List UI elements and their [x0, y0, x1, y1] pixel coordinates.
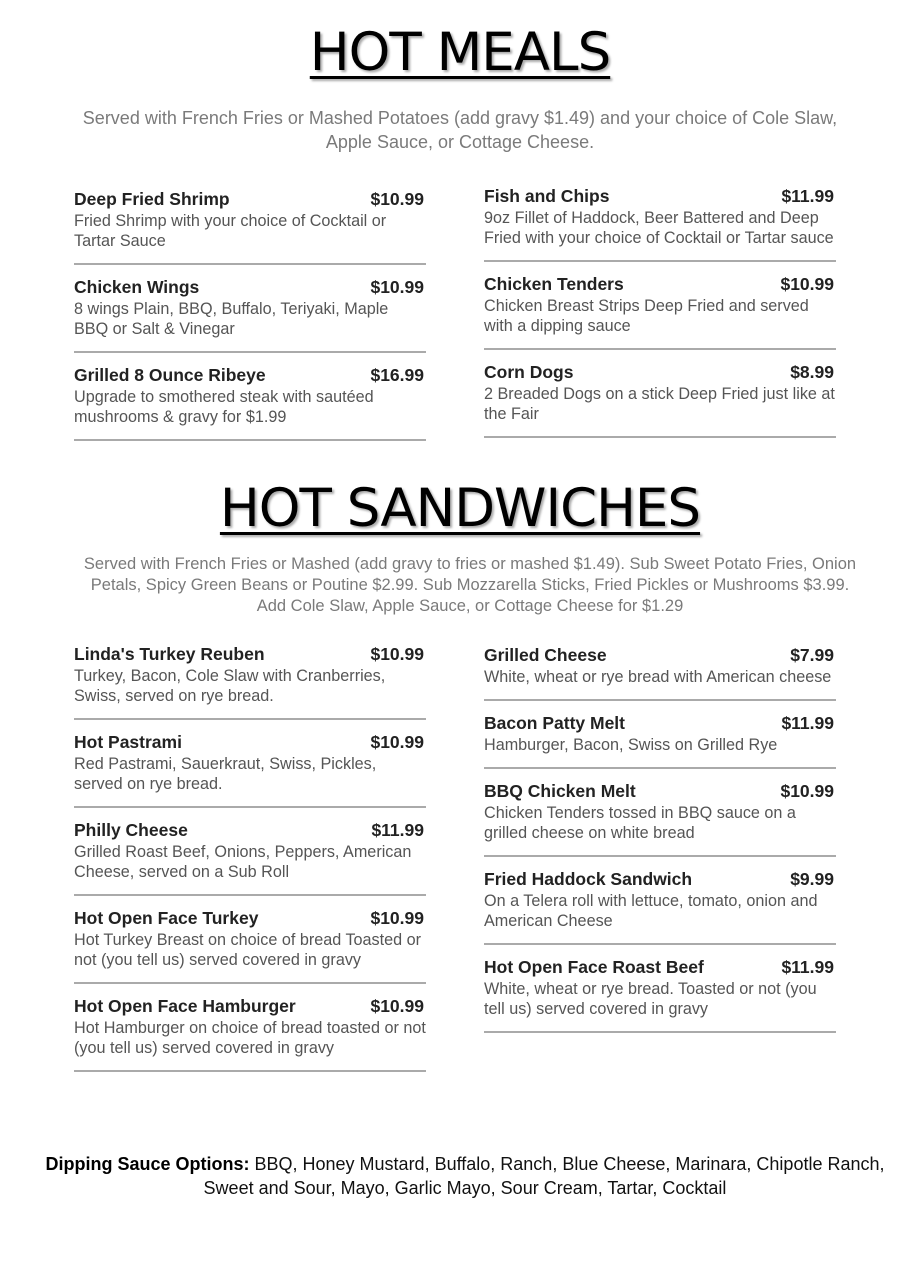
- menu-item: [74, 820, 426, 896]
- menu-item: [484, 869, 836, 945]
- menu-item-price: $11.99: [781, 713, 834, 733]
- hot-meals-title: HOT MEALS: [309, 22, 611, 83]
- menu-item-name: Fish and Chips: [484, 186, 610, 206]
- menu-item-name: Hot Open Face Hamburger: [74, 996, 296, 1016]
- dipping-sauce-label: Dipping Sauce Options:: [45, 1154, 250, 1174]
- menu-item-price: $10.99: [370, 732, 424, 752]
- hot-sandwiches-left-column: [74, 644, 426, 1084]
- menu-item-price: $16.99: [370, 365, 424, 385]
- menu-item: [484, 957, 836, 1033]
- menu-item-description: Hot Turkey Breast on choice of bread Toasted or not (you tell us) served covered in gravy: [74, 931, 422, 969]
- menu-item-description: White, wheat or rye bread with American cheese: [484, 668, 832, 686]
- menu-item-price: $11.99: [371, 820, 424, 840]
- hot-meals-intro: Served with French Fries or Mashed Potatoes (add gravy $1.49) and your choice of Cole Slaw, Apple Sauce, or Cottage Cheese.: [82, 108, 838, 152]
- menu-item-header: [74, 277, 426, 298]
- menu-item-description: Hamburger, Bacon, Swiss on Grilled Rye: [484, 736, 778, 754]
- menu-item-header: [74, 908, 426, 929]
- menu-item-description: Hot Hamburger on choice of bread toasted or not (you tell us) served covered in gravy: [74, 1019, 426, 1057]
- menu-item: [74, 277, 426, 353]
- menu-item-header: [484, 186, 836, 207]
- menu-item-name: Deep Fried Shrimp: [74, 189, 230, 209]
- dipping-sauce-options: [40, 1152, 890, 1200]
- menu-item: [74, 996, 426, 1072]
- hot-sandwiches-title: HOT SANDWICHES: [219, 478, 701, 539]
- menu-item-name: Hot Open Face Turkey: [74, 908, 259, 928]
- menu-item: [484, 781, 836, 857]
- hot-sandwiches-right-column: [484, 645, 836, 1045]
- menu-item: [74, 732, 426, 808]
- menu-item-name: Philly Cheese: [74, 820, 188, 840]
- menu-item-name: BBQ Chicken Melt: [484, 781, 636, 801]
- menu-item-header: [74, 365, 426, 386]
- menu-item: [484, 645, 836, 701]
- menu-item-header: [74, 996, 426, 1017]
- menu-item-price: $9.99: [790, 869, 834, 889]
- menu-item: [74, 189, 426, 265]
- menu-item-header: [74, 732, 426, 753]
- menu-item-price: $10.99: [780, 274, 834, 294]
- menu-item-header: [74, 189, 426, 210]
- menu-item-header: [484, 274, 836, 295]
- menu-item-name: Hot Open Face Roast Beef: [484, 957, 704, 977]
- menu-item: [74, 365, 426, 441]
- menu-item-description: Turkey, Bacon, Cole Slaw with Cranberries, Swiss, served on rye bread.: [74, 667, 386, 705]
- menu-item-header: [484, 869, 836, 890]
- menu-item-name: Bacon Patty Melt: [484, 713, 625, 733]
- menu-item: [74, 908, 426, 984]
- menu-item-price: $10.99: [370, 996, 424, 1016]
- menu-item-header: [484, 957, 836, 978]
- menu-item-header: [74, 644, 426, 665]
- menu-item-description: Fried Shrimp with your choice of Cocktail or Tartar Sauce: [74, 212, 387, 250]
- menu-item-description: Chicken Breast Strips Deep Fried and served with a dipping sauce: [484, 297, 809, 335]
- menu-item-price: $10.99: [370, 277, 424, 297]
- menu-item-header: [484, 781, 836, 802]
- menu-item-description: Red Pastrami, Sauerkraut, Swiss, Pickles, served on rye bread.: [74, 755, 377, 793]
- menu-item-description: 8 wings Plain, BBQ, Buffalo, Teriyaki, Maple BBQ or Salt & Vinegar: [74, 300, 389, 338]
- menu-item-description: On a Telera roll with lettuce, tomato, onion and American Cheese: [484, 892, 818, 930]
- menu-item-description: Grilled Roast Beef, Onions, Peppers, American Cheese, served on a Sub Roll: [74, 843, 412, 881]
- menu-item-header: [484, 645, 836, 666]
- menu-item: [74, 644, 426, 720]
- menu-item-header: [484, 713, 836, 734]
- menu-item-name: Chicken Tenders: [484, 274, 624, 294]
- menu-item-description: 2 Breaded Dogs on a stick Deep Fried just like at the Fair: [484, 385, 835, 423]
- menu-item-price: $11.99: [781, 186, 834, 206]
- hot-sandwiches-intro: Served with French Fries or Mashed (add gravy to fries or mashed $1.49). Sub Sweet Potato Fries, Onion Petals, Spicy Green Beans or Poutine $2.99. Sub Mozzarella Sticks, Fried Pickles or Mushrooms $3.99. Add Cole Slaw, Apple Sauce, or Cottage Cheese for $1.29: [83, 555, 857, 615]
- menu-item-price: $7.99: [790, 645, 834, 665]
- menu-item-description: Chicken Tenders tossed in BBQ sauce on a grilled cheese on white bread: [484, 804, 796, 842]
- menu-item-description: White, wheat or rye bread. Toasted or not (you tell us) served covered in gravy: [484, 980, 817, 1018]
- menu-item-description: Upgrade to smothered steak with sautéed mushrooms & gravy for $1.99: [74, 388, 374, 426]
- menu-item-price: $8.99: [790, 362, 834, 382]
- menu-item-header: [74, 820, 426, 841]
- menu-item-name: Chicken Wings: [74, 277, 200, 297]
- menu-item: [484, 186, 836, 262]
- menu-item-price: $10.99: [780, 781, 834, 801]
- menu-item-price: $10.99: [370, 189, 424, 209]
- menu-item-price: $10.99: [370, 908, 424, 928]
- menu-item-price: $10.99: [370, 644, 424, 664]
- menu-item-name: Hot Pastrami: [74, 732, 182, 752]
- menu-item: [484, 274, 836, 350]
- menu-item-name: Grilled Cheese: [484, 645, 607, 665]
- menu-item-description: 9oz Fillet of Haddock, Beer Battered and Deep Fried with your choice of Cocktail or Tartar sauce: [484, 209, 834, 247]
- hot-meals-left-column: [74, 189, 426, 453]
- menu-item-name: Fried Haddock Sandwich: [484, 869, 693, 889]
- menu-item: [484, 713, 836, 769]
- menu-item-price: $11.99: [781, 957, 834, 977]
- menu-item-name: Grilled 8 Ounce Ribeye: [74, 365, 266, 385]
- menu-item-name: Corn Dogs: [484, 362, 574, 382]
- hot-meals-right-column: [484, 186, 836, 450]
- dipping-sauce-list: BBQ, Honey Mustard, Buffalo, Ranch, Blue Cheese, Marinara, Chipotle Ranch, Sweet and Sour, Mayo, Garlic Mayo, Sour Cream, Tartar, Cocktail: [203, 1154, 885, 1198]
- menu-item: [484, 362, 836, 438]
- menu-item-name: Linda's Turkey Reuben: [74, 644, 265, 664]
- menu-item-header: [484, 362, 836, 383]
